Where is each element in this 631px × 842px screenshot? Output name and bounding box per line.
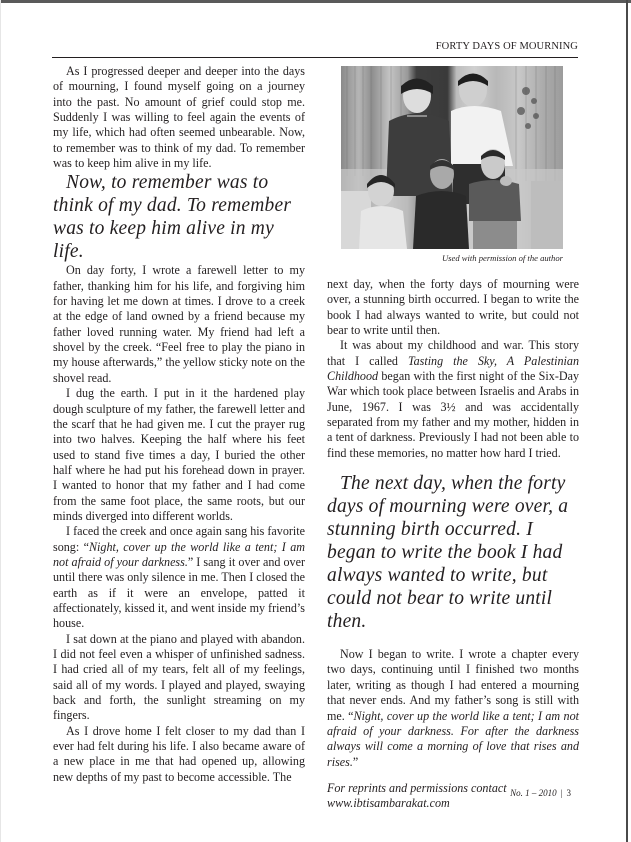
- paragraph: On day forty, I wrote a farewell letter to my father, thanking him for his life, and forgiving him for having let me down at times. I drove to a creek at the edge of land owned by a friend because my father loved running water. My friend had left a shovel by the creek. “Feel free to play the piano in my house afterwards,” the yellow sticky note on the shovel read.: [53, 263, 305, 385]
- paragraph: I sat down at the piano and played with abandon. I did not feel even a whisper of unfinished sadness. I had cried all of my tears, felt all of my feelings, said all of my words. I played and played, swaying back and forth, the sunlight streaming on my fingers.: [53, 631, 305, 723]
- text: ” I sang it over and over until there was only silence in me. Then I closed the earth as if it were an envelope, patted it affectionately, kissed it, and went inside my friend’s house.: [53, 554, 305, 631]
- page-right-edge: [626, 0, 628, 842]
- song-lyric: Night, cover up the world like a tent; I am not afraid of your darkness.: [53, 539, 305, 569]
- page-folio: [510, 788, 571, 798]
- text: I faced the creek and once again sang his favorite song: “: [53, 524, 305, 554]
- running-head: FORTY DAYS OF MOURNING: [435, 41, 578, 52]
- paragraph: [327, 647, 579, 770]
- folio-separator: |: [560, 788, 563, 798]
- pull-quote: The next day, when the forty days of mourning were over, a stunning birth occurred. I began to write the book I had always wanted to write, but could not bear to write until then.: [327, 473, 569, 633]
- song-lyric: Night, cover up the world like a tent; I am not afraid of your darkness. For after the darkness always will come a morning of love that rises and rises.: [327, 708, 579, 769]
- window-top-border: [0, 0, 631, 3]
- text: began with the first night of the Six-Day War which took place between Israelis and Arabs in June, 1967. I was 3½ and was accidentally separated from my father and my mother, hidden in a tent of darkness. Previously I had not been able to find these memories, no matter how hard I tried.: [327, 369, 579, 460]
- book-title: Tasting the Sky, A Palestinian Childhood: [327, 353, 580, 384]
- page-left-edge: [0, 0, 1, 842]
- text: It was about my childhood and war. This story that I called: [327, 338, 579, 368]
- left-column: [53, 64, 305, 785]
- family-photo: [341, 66, 563, 249]
- paragraph: As I drove home I felt closer to my dad than I ever had felt during his life. I also became aware of a new place in me that had opened up, allowing new depths of my past to become accessible. The: [53, 723, 305, 784]
- pull-quote: Now, to remember was to think of my dad. To remember was to keep him alive in my life.: [53, 172, 292, 263]
- right-column: [327, 277, 579, 812]
- reprints-text: For reprints and permissions contact: [327, 780, 507, 795]
- header-rule: [52, 57, 578, 58]
- paragraph: I dug the earth. I put in it the hardened play dough sculpture of my father, the farewell letter and the scarf that he had given me. I cut the prayer rug into two halves. Keeping the half where his feet used to stand five times a day, I buried the other half where he had put his forehead down in prayer. I wanted to honor that my father and I had come from the same foot place, the same roots, but our minds diverged into different worlds.: [53, 386, 305, 523]
- paragraph: As I progressed deeper and deeper into the days of mourning, I found myself going on a journey into the past. No amount of grief could stop me. Suddenly I was willing to feel again the events of my life, which had often seemed unbearable. Now, to remember was to think of my dad. To remember was to keep him alive in my life.: [53, 64, 305, 171]
- paragraph-continued: next day, when the forty days of mourning were over, a stunning birth occurred. I began to write the book I had always wanted to write, but could not bear to write until then.: [327, 277, 579, 338]
- issue-number: No. 1 – 2010: [510, 788, 557, 798]
- text: ”: [352, 754, 359, 769]
- paragraph: [53, 524, 305, 631]
- website-link[interactable]: www.ibtisambarakat.com: [327, 796, 450, 811]
- photo-caption: Used with permission of the author: [441, 253, 563, 263]
- text: Now I began to write. I wrote a chapter every two days, continuing until I finished two months later, writing as though I had entered a mourning that never ends. And my father’s song is still with me. “: [327, 647, 579, 723]
- family-portrait-illustration: [341, 66, 563, 249]
- paragraph: [327, 338, 579, 461]
- page-number: 3: [566, 788, 571, 798]
